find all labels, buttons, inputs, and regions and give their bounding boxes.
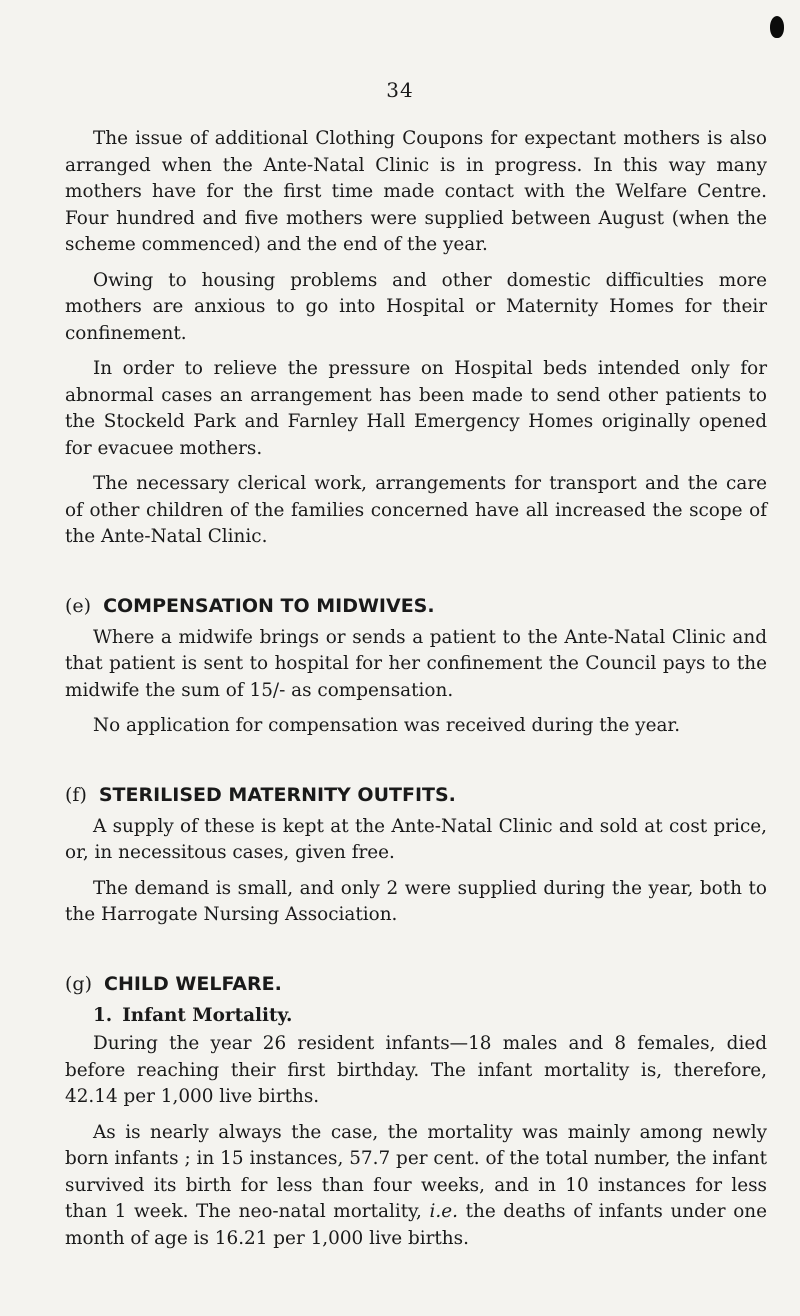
page-number: 34 <box>386 78 414 102</box>
section-title: CHILD WELFARE. <box>104 972 282 995</box>
intro-paragraph-clothing-coupons: The issue of additional Clothing Coupons for expectant mothers is also arranged when the Ante-Natal Clinic is in progress. In this way many mothers have for the first time made contact with the Welfare Centre. Four hundred and five mothers were supplied between August (when the scheme commenced) and the end of the year. <box>65 128 767 255</box>
compensation-paragraph-2: No application for compensation was received during the year. <box>93 715 681 736</box>
section-title: STERILISED MATERNITY OUTFITS. <box>98 783 456 806</box>
intro-paragraph-hospital-beds: In order to relieve the pressure on Hospital beds intended only for abnormal cases an arrangement has been made to send other patients to the Stockeld Park and Farnley Hall Emergency Homes originally opened for evacuee mothers. <box>65 358 767 459</box>
section-heading-compensation <box>65 593 767 619</box>
section-letter: (g) <box>65 972 92 995</box>
infant-mortality-paragraph-2 <box>65 1120 767 1253</box>
paragraph-text-start: As is nearly always the case, the mortality was mainly among newly born infants ; in 15 instances, 57.7 per cent. of the total number, the infant survived its birth for less than four weeks, and in 10 instances for less than 1 week. The neo-natal mortality, <box>65 1121 767 1222</box>
paragraph-text-end: the deaths of infants under one month of age is 16.21 per 1,000 live births. <box>65 1201 767 1249</box>
intro-paragraph-housing: Owing to housing problems and other domestic difficulties more mothers are anxious to go into Hospital or Maternity Homes for their confinement. <box>65 269 767 344</box>
section-title: COMPENSATION TO MIDWIVES. <box>103 594 435 617</box>
section-heading-sterilised-outfits <box>65 782 767 808</box>
section-heading-child-welfare <box>65 971 767 997</box>
compensation-paragraph-1: Where a midwife brings or sends a patient to the Ante-Natal Clinic and that patient is sent to hospital for her confinement the Council pays to the midwife the sum of 15/- as compensation. <box>65 626 767 701</box>
punch-hole-mark <box>770 16 784 38</box>
sub-heading-number: 1. <box>93 1004 113 1026</box>
section-letter: (f) <box>65 783 87 806</box>
intro-paragraph-clerical-work: The necessary clerical work, arrangements for transport and the care of other children of the families concerned have all increased the scope of the Ante-Natal Clinic. <box>65 473 767 547</box>
page-content <box>65 126 767 1252</box>
sub-heading-infant-mortality <box>93 1003 767 1030</box>
infant-mortality-paragraph-1: During the year 26 resident infants—18 males and 8 females, died before reaching their first birthday. The infant mortality is, therefore, 42.14 per 1,000 live births. <box>65 1033 767 1107</box>
section-letter: (e) <box>65 594 92 617</box>
sub-heading-title: Infant Mortality. <box>122 1004 293 1026</box>
outfits-paragraph-2: The demand is small, and only 2 were supplied during the year, both to the Harrogate Nursing Association. <box>65 877 767 925</box>
paragraph-text-italic: i.e. <box>429 1201 458 1222</box>
outfits-paragraph-1: A supply of these is kept at the Ante-Natal Clinic and sold at cost price, or, in necessitous cases, given free. <box>65 815 767 863</box>
